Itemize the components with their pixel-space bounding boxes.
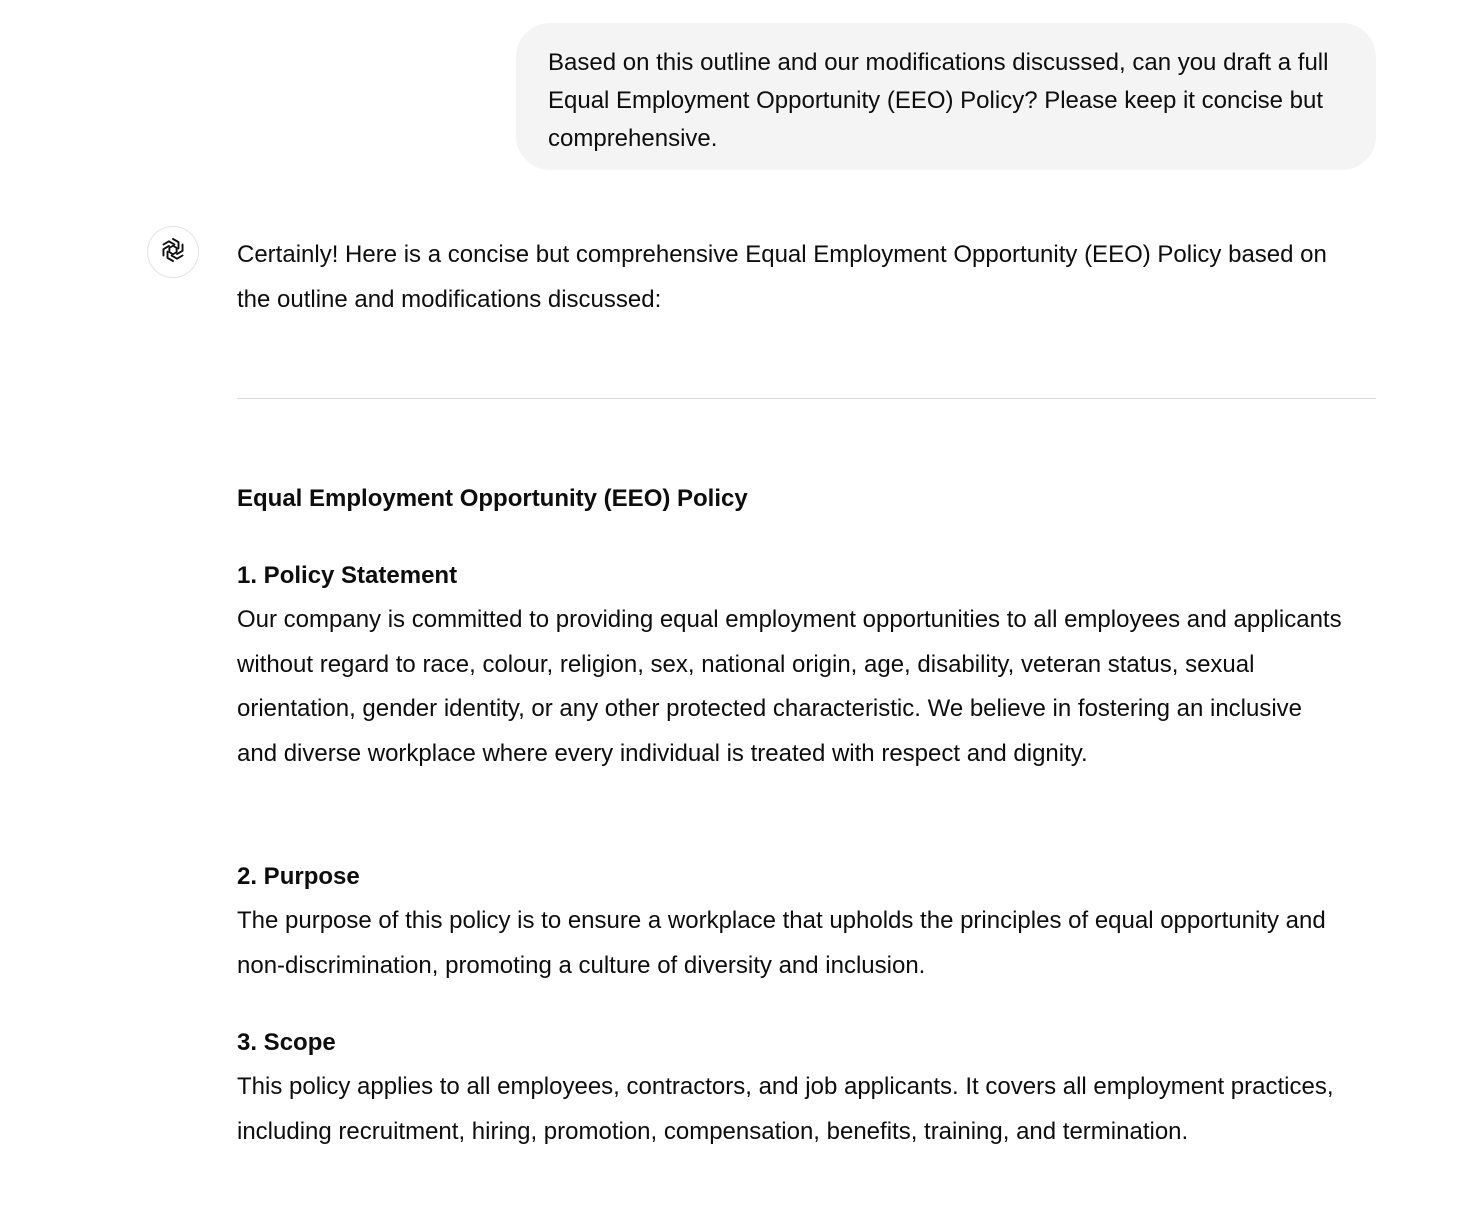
- section-heading: 3. Scope: [237, 1029, 336, 1056]
- section-body: The purpose of this policy is to ensure a workplace that upholds the principles of equal opportunity and non-discrimination, promoting a culture of diversity and inclusion.: [237, 907, 1326, 979]
- user-message-text: Based on this outline and our modifications discussed, can you draft a full Equal Employment Opportunity (EEO) Policy? Please keep it concise but comprehensive.: [548, 49, 1329, 152]
- assistant-intro: Certainly! Here is a concise but comprehensive Equal Employment Opportunity (EEO) Policy based on the outline and modifications discussed:: [237, 241, 1327, 313]
- user-message-bubble: [516, 23, 1376, 170]
- assistant-message: [237, 232, 1347, 1145]
- policy-title: Equal Employment Opportunity (EEO) Policy: [237, 485, 748, 512]
- section-body: This policy applies to all employees, contractors, and job applicants. It covers all employment practices, including recruitment, hiring, promotion, compensation, benefits, training, and termination.: [237, 1073, 1334, 1145]
- section-purpose: [237, 860, 1347, 988]
- openai-logo-icon: [158, 235, 188, 270]
- section-heading: 2. Purpose: [237, 863, 360, 890]
- assistant-avatar: [147, 226, 199, 278]
- section-heading: 1. Policy Statement: [237, 562, 458, 589]
- divider: [237, 398, 1376, 399]
- section-policy-statement: [237, 559, 1347, 777]
- section-body: Our company is committed to providing equal employment opportunities to all employees and applicants without regard to race, colour, religion, sex, national origin, age, disability, veteran status, sexual orientation, gender identity, or any other protected characteristic. We believe in fostering an inclusive and diverse workplace where every individual is treated with respect and dignity.: [237, 606, 1342, 768]
- section-scope: [237, 1026, 1347, 1154]
